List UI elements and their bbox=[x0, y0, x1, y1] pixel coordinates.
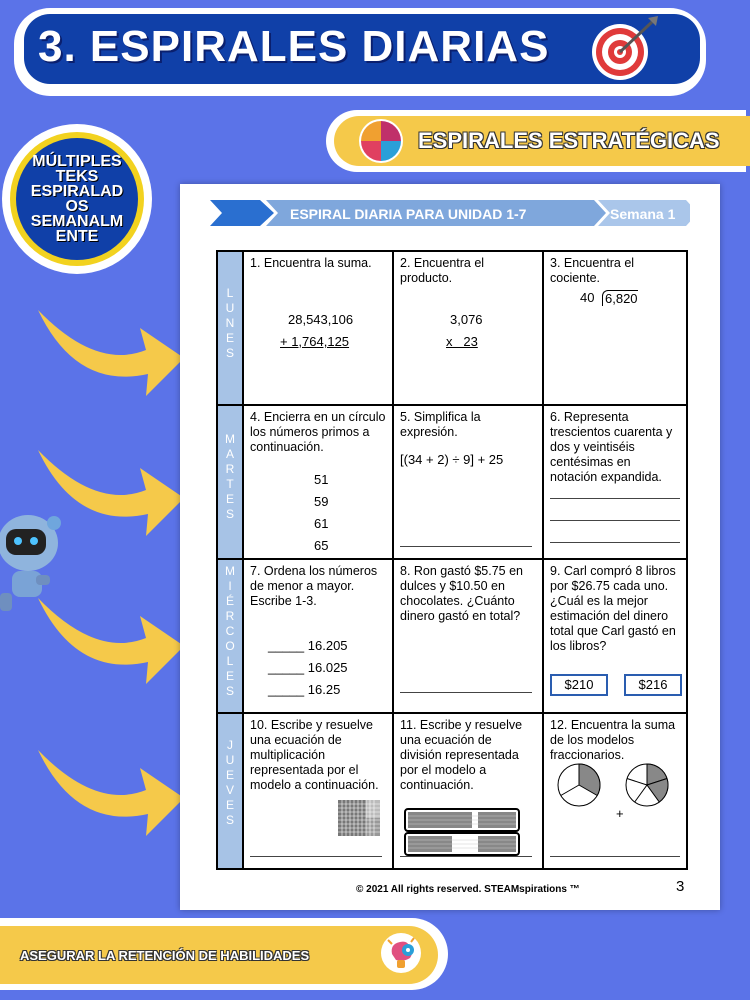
problem-12-text: 12. Encuentra la suma de los modelos fraccionarios. bbox=[550, 718, 676, 762]
problem-11-text: 11. Escribe y resuelve una ecuación de división representada por el modelo a continuación. bbox=[400, 718, 523, 792]
problem-4-option[interactable]: 59 bbox=[314, 494, 329, 509]
problem-6-text: 6. Representa trescientos cuarenta y dos y veintiséis centésimas en notación expandida. bbox=[550, 410, 673, 484]
day-letter: L bbox=[226, 654, 234, 668]
problem-2-factor-a: 3,076 bbox=[450, 312, 483, 327]
day-letter: É bbox=[225, 594, 234, 608]
answer-line[interactable] bbox=[250, 856, 382, 857]
problem-3-text: 3. Encuentra el cociente. bbox=[550, 256, 635, 285]
problem-cell-8 bbox=[394, 560, 544, 714]
arrow-icon bbox=[36, 740, 186, 850]
day-label-lunes bbox=[218, 252, 244, 406]
problem-7-text: 7. Ordena los números de menor a mayor. Escribe 1-3. bbox=[250, 564, 378, 608]
day-letter: S bbox=[225, 813, 234, 827]
day-label-miercoles bbox=[218, 560, 244, 714]
problem-cell-2 bbox=[394, 252, 544, 406]
problem-8-text: 8. Ron gastó $5.75 en dulces y $10.50 en chocolates. ¿Cuánto dinero gastó en total? bbox=[400, 564, 524, 623]
day-letter: E bbox=[225, 768, 234, 782]
choice-box[interactable]: $210 bbox=[550, 674, 608, 696]
problem-1-addend-a: 28,543,106 bbox=[288, 312, 354, 327]
day-letter: U bbox=[225, 753, 235, 767]
day-letter: C bbox=[225, 624, 235, 638]
day-letter: S bbox=[225, 507, 234, 521]
day-letter: M bbox=[225, 432, 235, 446]
problem-4-option[interactable]: 65 bbox=[314, 538, 329, 553]
day-letter: A bbox=[225, 447, 234, 461]
answer-line[interactable] bbox=[400, 692, 532, 693]
area-model-icon bbox=[338, 800, 380, 836]
problem-1-text: 1. Encuentra la suma. bbox=[250, 256, 372, 270]
answer-line[interactable] bbox=[550, 498, 680, 499]
robot-mascot-icon bbox=[0, 505, 76, 615]
problem-2-factor-b: x 23 bbox=[446, 334, 478, 349]
page-number: 3 bbox=[676, 878, 685, 895]
problem-2-text: 2. Encuentra el producto. bbox=[400, 256, 485, 285]
day-letter: U bbox=[225, 301, 235, 315]
day-letter: O bbox=[225, 639, 235, 653]
problem-4-option[interactable]: 51 bbox=[314, 472, 329, 487]
day-letter: E bbox=[225, 669, 234, 683]
worksheet bbox=[180, 184, 720, 910]
worksheet-title: ESPIRAL DIARIA PARA UNIDAD 1-7 bbox=[290, 206, 527, 222]
day-letter: N bbox=[225, 316, 235, 330]
answer-line[interactable] bbox=[400, 546, 532, 547]
subtitle-text: ESPIRALES ESTRATÉGICAS bbox=[418, 128, 720, 153]
day-letter: V bbox=[225, 783, 234, 797]
day-letter: J bbox=[227, 738, 233, 752]
day-letter: E bbox=[225, 798, 234, 812]
spiral-grid bbox=[216, 250, 688, 870]
problem-3-dividend: 6,820 bbox=[602, 290, 638, 306]
problem-4-option[interactable]: 61 bbox=[314, 516, 329, 531]
fraction-circle-fifths-icon bbox=[624, 762, 670, 808]
day-label-jueves bbox=[218, 714, 244, 868]
problem-3-divisor: 40 bbox=[580, 290, 595, 305]
day-letter: R bbox=[225, 462, 235, 476]
problem-1-addend-b: + 1,764,125 bbox=[280, 334, 350, 349]
brain-gear-icon bbox=[378, 930, 424, 976]
answer-line[interactable] bbox=[400, 856, 532, 857]
day-letter: S bbox=[225, 684, 234, 698]
fraction-circle-thirds-icon bbox=[556, 762, 602, 808]
problem-cell-7 bbox=[244, 560, 394, 714]
day-letter: E bbox=[225, 492, 234, 506]
plus-sign: + bbox=[616, 806, 624, 821]
day-letter: R bbox=[225, 609, 235, 623]
problem-cell-5 bbox=[394, 406, 544, 560]
day-letter: S bbox=[225, 346, 234, 360]
problem-5-text: 5. Simplifica la expresión. bbox=[400, 410, 481, 439]
strategy-quad-icon bbox=[358, 118, 404, 164]
problem-7-item[interactable]: _____ 16.205 bbox=[268, 638, 348, 653]
bottom-banner-text: ASEGURAR LA RETENCIÓN DE HABILIDADES bbox=[20, 948, 310, 963]
choice-box[interactable]: $216 bbox=[624, 674, 682, 696]
problem-cell-11 bbox=[394, 714, 544, 868]
day-label-martes bbox=[218, 406, 244, 560]
day-letter: E bbox=[225, 331, 234, 345]
problem-cell-3 bbox=[544, 252, 686, 406]
day-letter: I bbox=[228, 579, 232, 593]
copyright-footer: © 2021 All rights reserved. STEAMspirations ™ bbox=[356, 884, 580, 895]
problem-4-text: 4. Encierra en un círculo los números primos a continuación. bbox=[250, 410, 386, 454]
answer-line[interactable] bbox=[550, 856, 680, 857]
problem-7-item[interactable]: _____ 16.025 bbox=[268, 660, 348, 675]
problem-cell-1 bbox=[244, 252, 394, 406]
arrow-icon bbox=[36, 300, 186, 410]
problem-cell-10 bbox=[244, 714, 394, 868]
day-letter: T bbox=[226, 477, 234, 491]
target-icon bbox=[590, 12, 662, 84]
problem-cell-6 bbox=[544, 406, 686, 560]
problem-cell-9 bbox=[544, 560, 686, 714]
problem-cell-12 bbox=[544, 714, 686, 868]
answer-line[interactable] bbox=[550, 520, 680, 521]
worksheet-week: Semana 1 bbox=[610, 206, 676, 222]
problem-10-text: 10. Escribe y resuelve una ecuación de multiplicación representada por el modelo a continuación. bbox=[250, 718, 379, 792]
teks-badge-text: MÚLTIPLES TEKS ESPIRALAD OS SEMANALM ENTE bbox=[30, 153, 124, 245]
page-title: 3. ESPIRALES DIARIAS bbox=[38, 22, 550, 71]
day-letter: M bbox=[225, 564, 235, 578]
day-letter: L bbox=[226, 286, 234, 300]
problem-5-expression: [(34 + 2) ÷ 9] + 25 bbox=[400, 452, 504, 467]
division-model-icon bbox=[404, 808, 520, 856]
problem-7-item[interactable]: _____ 16.25 bbox=[268, 682, 341, 697]
answer-line[interactable] bbox=[550, 542, 680, 543]
problem-9-text: 9. Carl compró 8 libros por $26.75 cada uno. ¿Cuál es la mejor estimación del dinero total que Carl gastó en los libros? bbox=[550, 564, 676, 653]
problem-cell-4 bbox=[244, 406, 394, 560]
